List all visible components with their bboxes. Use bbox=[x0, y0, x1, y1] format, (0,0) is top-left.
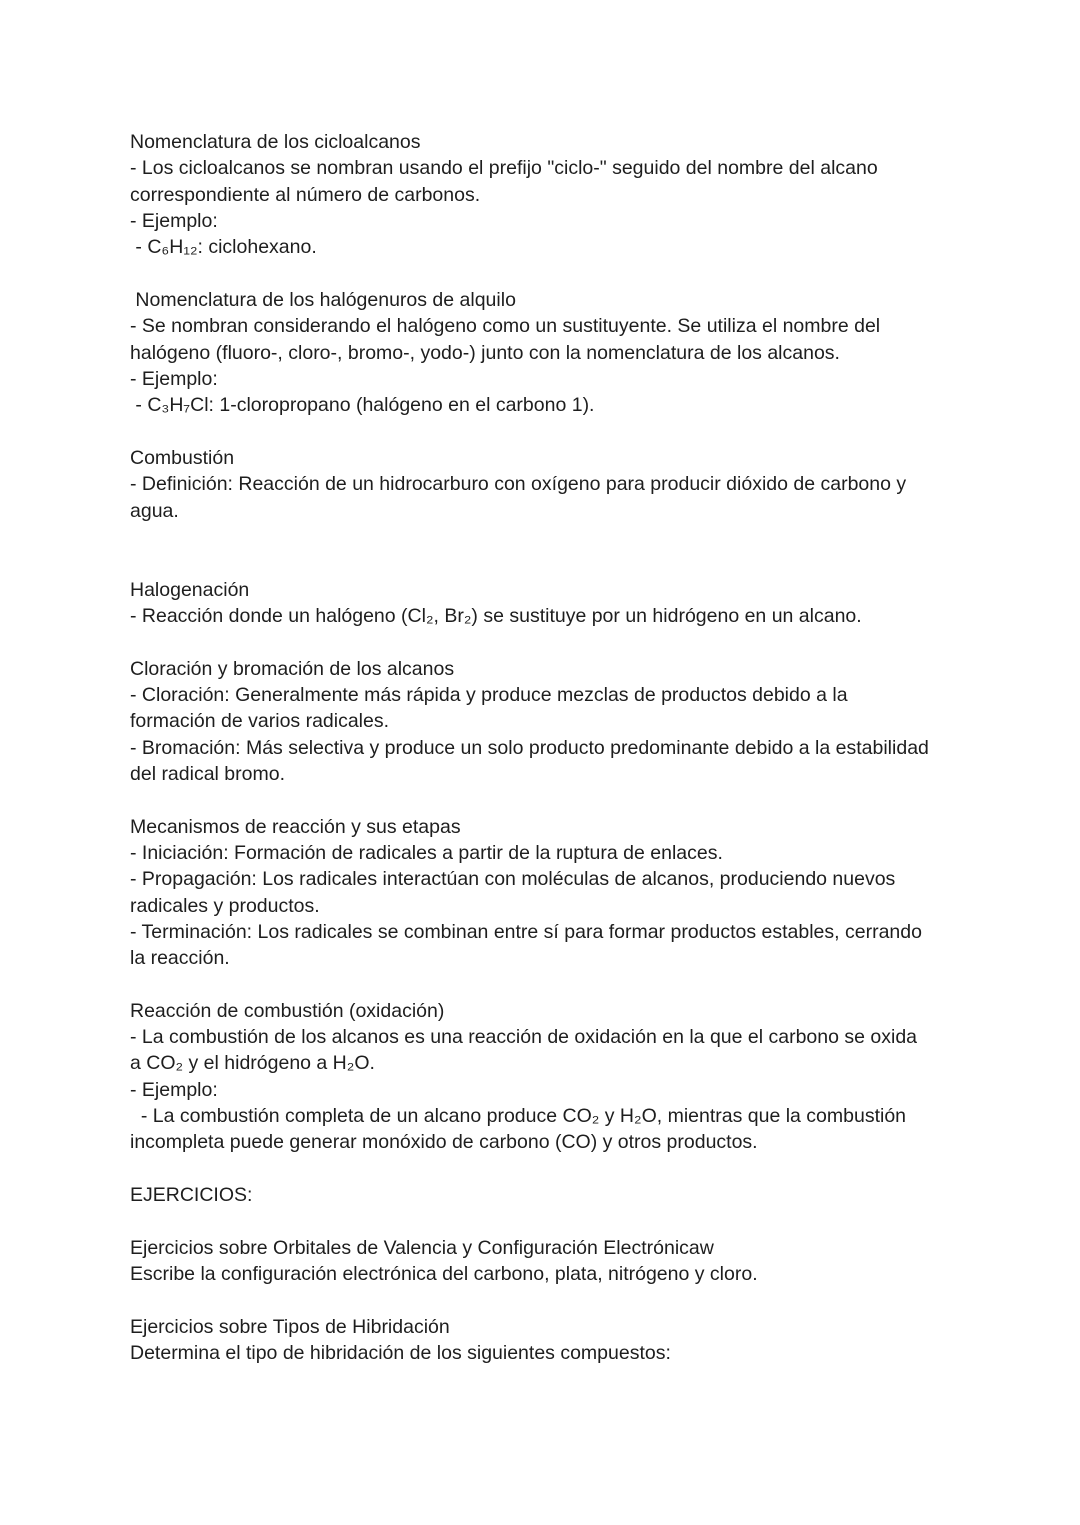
section-heading: Nomenclatura de los cicloalcanos bbox=[130, 131, 421, 153]
section bbox=[130, 1182, 990, 1208]
text-line: - Bromación: Más selectiva y produce un solo producto predominante debido a la estabilidad bbox=[130, 736, 929, 759]
text-line: - Terminación: Los radicales se combinan entre sí para formar productos estables, cerrando bbox=[130, 920, 922, 943]
section-heading: Halogenación bbox=[130, 578, 250, 601]
section-heading: Mecanismos de reacción y sus etapas bbox=[130, 815, 461, 838]
text-line: - Ejemplo: bbox=[130, 367, 218, 390]
text-line: - Propagación: Los radicales interactúan con moléculas de alcanos, produciendo nuevos bbox=[130, 868, 896, 891]
section bbox=[130, 814, 990, 972]
text-line: - Se nombran considerando el halógeno como un sustituyente. Se utiliza el nombre del bbox=[130, 315, 881, 338]
section-heading: EJERCICIOS: bbox=[130, 1184, 253, 1207]
text-line: - Cloración: Generalmente más rápida y produce mezclas de productos debido a la bbox=[130, 683, 848, 706]
text-line: halógeno (fluoro-, cloro-, bromo-, yodo-) junto con la nomenclatura de los alcanos. bbox=[130, 341, 840, 364]
text-line: - C₆H₁₂: ciclohexano. bbox=[130, 236, 317, 259]
text-line: formación de varios radicales. bbox=[130, 710, 390, 733]
text-line: Determina el tipo de hibridación de los siguientes compuestos: bbox=[130, 1342, 671, 1365]
section bbox=[130, 998, 990, 1156]
section bbox=[130, 445, 990, 524]
section bbox=[130, 1235, 990, 1288]
text-line: Escribe la configuración electrónica del carbono, plata, nitrógeno y cloro. bbox=[130, 1263, 758, 1286]
section-heading: Ejercicios sobre Tipos de Hibridación bbox=[130, 1315, 450, 1338]
section bbox=[130, 1314, 990, 1367]
text-line: - Los cicloalcanos se nombran usando el prefijo "ciclo-" seguido del nombre del alcano bbox=[130, 157, 878, 180]
text-line: del radical bromo. bbox=[130, 762, 285, 785]
text-line: radicales y productos. bbox=[130, 894, 320, 917]
text-line: - La combustión completa de un alcano produce CO₂ y H₂O, mientras que la combustión bbox=[130, 1105, 907, 1128]
text-line: incompleta puede generar monóxido de carbono (CO) y otros productos. bbox=[130, 1131, 758, 1154]
text-line: - Definición: Reacción de un hidrocarburo con oxígeno para producir dióxido de carbono y bbox=[130, 473, 907, 496]
text-line: a CO₂ y el hidrógeno a H₂O. bbox=[130, 1052, 375, 1075]
section bbox=[130, 577, 990, 630]
text-line: la reacción. bbox=[130, 947, 230, 970]
text-line: - Ejemplo: bbox=[130, 209, 218, 232]
text-line: - Iniciación: Formación de radicales a partir de la ruptura de enlaces. bbox=[130, 841, 723, 864]
section-heading: Combustión bbox=[130, 446, 235, 469]
section-heading: Reacción de combustión (oxidación) bbox=[130, 999, 445, 1022]
section-heading: Nomenclatura de los halógenuros de alquilo bbox=[130, 288, 516, 311]
document-body bbox=[130, 129, 990, 1393]
text-line: - Reacción donde un halógeno (Cl₂, Br₂) se sustituye por un hidrógeno en un alcano. bbox=[130, 604, 862, 627]
section-heading: Cloración y bromación de los alcanos bbox=[130, 657, 455, 680]
text-line: - C₃H₇Cl: 1-cloropropano (halógeno en el carbono 1). bbox=[130, 394, 595, 417]
text-line: - Ejemplo: bbox=[130, 1078, 218, 1101]
section bbox=[130, 656, 990, 788]
section bbox=[130, 287, 990, 419]
section-heading: Ejercicios sobre Orbitales de Valencia y Configuración Electrónicaw bbox=[130, 1236, 714, 1259]
section bbox=[130, 129, 990, 261]
text-line: correspondiente al número de carbonos. bbox=[130, 183, 481, 206]
text-line: - La combustión de los alcanos es una reacción de oxidación en la que el carbono se oxida bbox=[130, 1026, 918, 1049]
text-line: agua. bbox=[130, 499, 179, 522]
